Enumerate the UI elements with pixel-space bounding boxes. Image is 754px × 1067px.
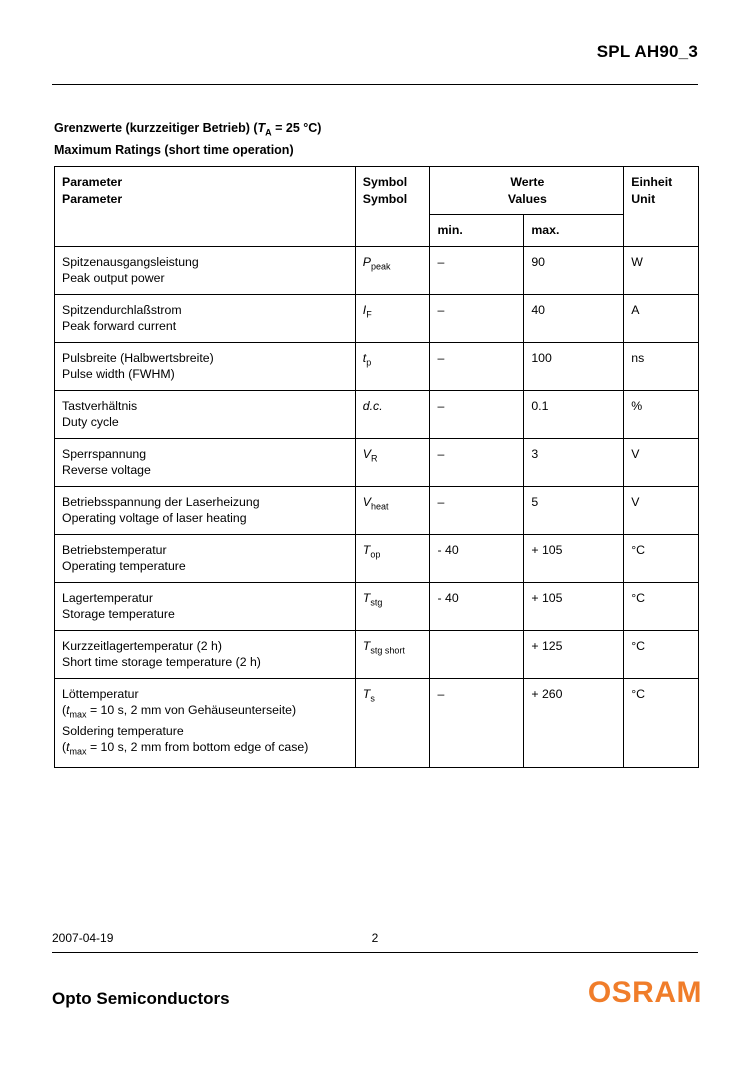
footer-divider bbox=[52, 952, 698, 953]
note-de-symbol: t bbox=[66, 703, 70, 717]
note-de-post: = 10 s, 2 mm von Gehäuseunterseite) bbox=[86, 703, 297, 717]
row-symbol: P bbox=[362, 254, 371, 269]
row-min-value: – bbox=[437, 446, 445, 461]
note-en-symbol-sub: max bbox=[69, 746, 87, 757]
row-min-value: – bbox=[437, 398, 445, 413]
row-max-cell bbox=[524, 630, 624, 678]
row-max-value: 90 bbox=[531, 254, 546, 269]
row-max-value: + 125 bbox=[531, 638, 563, 653]
table-row bbox=[55, 294, 699, 342]
row-max-cell bbox=[524, 678, 624, 768]
row-symbol: V bbox=[362, 446, 371, 461]
row-min-cell bbox=[430, 342, 524, 390]
row-symbol-cell bbox=[355, 630, 430, 678]
document-header bbox=[52, 42, 698, 62]
row-symbol: T bbox=[362, 590, 371, 605]
row-unit-cell bbox=[624, 534, 699, 582]
table-row bbox=[55, 630, 699, 678]
row-max-value: + 105 bbox=[531, 542, 563, 557]
caption-line1-symbol-sub: A bbox=[265, 127, 272, 138]
row-min-value: – bbox=[437, 686, 445, 701]
osram-logo: OSRAM bbox=[587, 976, 702, 1009]
header-max-cell bbox=[524, 215, 624, 247]
row-symbol: t bbox=[362, 350, 367, 365]
row-unit-value: ns bbox=[631, 350, 645, 365]
row-unit-value: V bbox=[631, 446, 640, 461]
row-parameter-en: Reverse voltage bbox=[62, 463, 151, 477]
row-unit-value: A bbox=[631, 302, 640, 317]
row-parameter-cell bbox=[55, 246, 356, 294]
row-symbol-cell bbox=[355, 294, 430, 342]
row-max-cell bbox=[524, 438, 624, 486]
row-symbol-sub: R bbox=[371, 452, 378, 463]
row-parameter-cell bbox=[55, 630, 356, 678]
row-min-cell bbox=[430, 294, 524, 342]
row-parameter-cell bbox=[55, 486, 356, 534]
row-max-cell bbox=[524, 486, 624, 534]
row-unit-cell bbox=[624, 246, 699, 294]
row-unit-cell bbox=[624, 342, 699, 390]
footer-page-number: 2 bbox=[371, 931, 379, 945]
header-values-en: Values bbox=[507, 191, 547, 206]
row-symbol-sub: stg bbox=[370, 596, 383, 607]
row-symbol-sub: peak bbox=[371, 260, 391, 271]
row-parameter-de: Löttemperatur bbox=[62, 686, 139, 701]
row-parameter-en: Operating voltage of laser heating bbox=[62, 511, 247, 525]
table-row bbox=[55, 582, 699, 630]
table-row bbox=[55, 246, 699, 294]
row-symbol: V bbox=[362, 494, 371, 509]
table-row bbox=[55, 390, 699, 438]
row-min-cell bbox=[430, 630, 524, 678]
row-symbol: d.c. bbox=[362, 398, 383, 413]
row-parameter-de: Betriebsspannung der Laserheizung bbox=[62, 494, 260, 509]
note-de-pre: ( bbox=[62, 703, 67, 717]
maximum-ratings-table bbox=[54, 166, 699, 768]
row-symbol-cell bbox=[355, 678, 430, 768]
table-row bbox=[55, 534, 699, 582]
row-max-cell bbox=[524, 246, 624, 294]
table-row bbox=[55, 486, 699, 534]
row-max-cell bbox=[524, 582, 624, 630]
table-caption bbox=[54, 120, 700, 159]
row-max-value: 0.1 bbox=[531, 398, 549, 413]
row-min-cell bbox=[430, 678, 524, 768]
row-min-cell bbox=[430, 486, 524, 534]
header-values-cell bbox=[430, 167, 624, 215]
row-unit-value: % bbox=[631, 398, 643, 413]
row-max-value: + 105 bbox=[531, 590, 563, 605]
row-parameter-de: Spitzendurchlaßstrom bbox=[62, 302, 182, 317]
row-symbol-sub: p bbox=[366, 356, 372, 367]
row-symbol-cell bbox=[355, 438, 430, 486]
row-max-cell bbox=[524, 390, 624, 438]
row-min-value: - 40 bbox=[437, 590, 459, 605]
row-unit-value: °C bbox=[631, 590, 646, 605]
row-symbol-cell bbox=[355, 534, 430, 582]
row-symbol-cell bbox=[355, 582, 430, 630]
row-symbol-cell bbox=[355, 486, 430, 534]
header-parameter-de: Parameter bbox=[62, 175, 123, 189]
row-parameter-cell bbox=[55, 678, 356, 768]
header-unit-en: Unit bbox=[631, 191, 656, 206]
footer-brand: Opto Semiconductors bbox=[52, 989, 230, 1008]
row-parameter-de-note bbox=[62, 702, 349, 723]
row-min-cell bbox=[430, 534, 524, 582]
row-min-value: – bbox=[437, 494, 445, 509]
caption-line1-prefix: Grenzwerte (kurzzeitiger Betrieb) ( bbox=[54, 121, 258, 135]
row-parameter-en: Peak output power bbox=[62, 271, 165, 285]
row-min-value bbox=[430, 631, 523, 645]
row-parameter-en: Storage temperature bbox=[62, 607, 175, 621]
row-unit-value: °C bbox=[631, 542, 646, 557]
row-parameter-cell bbox=[55, 342, 356, 390]
row-symbol-sub: op bbox=[370, 548, 381, 559]
row-min-cell bbox=[430, 582, 524, 630]
row-max-cell bbox=[524, 294, 624, 342]
row-parameter-cell bbox=[55, 582, 356, 630]
row-unit-value: W bbox=[631, 254, 643, 269]
note-en-post: = 10 s, 2 mm from bottom edge of case) bbox=[86, 740, 309, 755]
note-en-symbol: t bbox=[66, 740, 70, 755]
row-unit-cell bbox=[624, 630, 699, 678]
row-min-value: – bbox=[437, 254, 445, 269]
header-min-label: min. bbox=[437, 223, 463, 237]
caption-line2: Maximum Ratings (short time operation) bbox=[54, 142, 294, 157]
row-unit-cell bbox=[624, 486, 699, 534]
row-parameter-cell bbox=[55, 294, 356, 342]
note-de-symbol-sub: max bbox=[69, 709, 87, 720]
header-divider bbox=[52, 84, 698, 85]
row-parameter-en: Short time storage temperature (2 h) bbox=[62, 655, 261, 669]
row-parameter-en-note bbox=[62, 739, 349, 760]
footer-date: 2007-04-19 bbox=[52, 931, 114, 945]
row-symbol: T bbox=[362, 542, 371, 557]
row-unit-cell bbox=[624, 582, 699, 630]
caption-line1-suffix: = 25 °C) bbox=[271, 121, 322, 135]
row-max-value: 100 bbox=[531, 350, 552, 365]
header-values-de: Werte bbox=[510, 175, 545, 189]
row-symbol: T bbox=[362, 686, 371, 701]
header-parameter-en: Parameter bbox=[62, 191, 123, 206]
header-symbol-cell bbox=[355, 167, 430, 247]
row-max-value: + 260 bbox=[531, 686, 563, 701]
header-parameter-cell bbox=[55, 167, 356, 247]
note-en-pre: ( bbox=[62, 740, 67, 755]
row-max-cell bbox=[524, 342, 624, 390]
row-unit-value: V bbox=[631, 494, 640, 509]
row-unit-cell bbox=[624, 438, 699, 486]
header-symbol-en: Symbol bbox=[362, 191, 408, 206]
row-unit-cell bbox=[624, 294, 699, 342]
row-max-value: 5 bbox=[531, 494, 539, 509]
table-row bbox=[55, 438, 699, 486]
row-parameter-en: Peak forward current bbox=[62, 319, 177, 333]
row-min-value: - 40 bbox=[437, 542, 459, 557]
row-parameter-en: Soldering temperature bbox=[62, 723, 184, 738]
row-symbol-cell bbox=[355, 342, 430, 390]
row-parameter-cell bbox=[55, 390, 356, 438]
row-parameter-de: Pulsbreite (Halbwertsbreite) bbox=[62, 350, 214, 365]
row-unit-value: °C bbox=[631, 686, 646, 701]
header-min-cell bbox=[430, 215, 524, 247]
row-parameter-de: Kurzzeitlagertemperatur (2 h) bbox=[62, 638, 222, 653]
row-symbol-cell bbox=[355, 390, 430, 438]
table-header-row bbox=[55, 167, 699, 215]
row-symbol-cell bbox=[355, 246, 430, 294]
row-parameter-en: Pulse width (FWHM) bbox=[62, 367, 175, 381]
row-min-cell bbox=[430, 390, 524, 438]
row-unit-cell bbox=[624, 678, 699, 768]
row-parameter-de: Betriebstemperatur bbox=[62, 542, 167, 557]
row-max-cell bbox=[524, 534, 624, 582]
row-symbol-sub: s bbox=[370, 692, 375, 703]
row-parameter-de: Spitzenausgangsleistung bbox=[62, 254, 199, 269]
row-unit-value: °C bbox=[631, 638, 646, 653]
header-max-label: max. bbox=[531, 223, 560, 237]
row-parameter-de: Lagertemperatur bbox=[62, 590, 153, 605]
row-parameter-de: Tastverhältnis bbox=[62, 398, 138, 413]
row-symbol: T bbox=[362, 638, 371, 653]
header-unit-de: Einheit bbox=[631, 175, 673, 189]
row-max-value: 40 bbox=[531, 302, 546, 317]
row-parameter-de: Sperrspannung bbox=[62, 446, 147, 461]
row-unit-cell bbox=[624, 390, 699, 438]
row-min-cell bbox=[430, 438, 524, 486]
row-symbol: I bbox=[362, 302, 367, 317]
table-row bbox=[55, 342, 699, 390]
row-min-cell bbox=[430, 246, 524, 294]
row-parameter-en: Operating temperature bbox=[62, 559, 186, 573]
row-symbol-sub: stg short bbox=[370, 644, 405, 655]
row-symbol-sub: heat bbox=[371, 500, 389, 511]
row-symbol-sub: F bbox=[366, 308, 372, 319]
caption-line1-symbol: T bbox=[257, 121, 266, 135]
header-unit-cell bbox=[624, 167, 699, 247]
page-title: SPL AH90_3 bbox=[596, 42, 698, 61]
row-parameter-cell bbox=[55, 534, 356, 582]
header-symbol-de: Symbol bbox=[362, 175, 408, 189]
row-min-value: – bbox=[437, 302, 445, 317]
row-parameter-en: Duty cycle bbox=[62, 415, 119, 429]
row-max-value: 3 bbox=[531, 446, 539, 461]
table-row bbox=[55, 678, 699, 768]
row-parameter-cell bbox=[55, 438, 356, 486]
row-min-value: – bbox=[437, 350, 445, 365]
